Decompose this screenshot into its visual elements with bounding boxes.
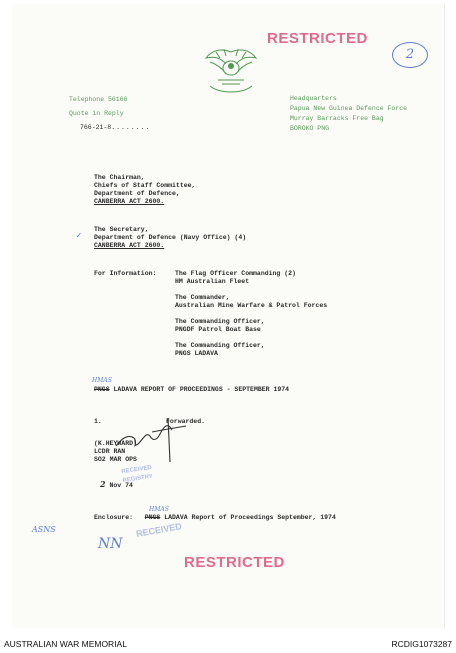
enclosure-label: Enclosure: [94, 514, 134, 521]
reference-number: 766-21-8........ [80, 124, 151, 131]
footer-right: RCDIG1073287 [391, 639, 452, 649]
enclosure-struck: PNGS [144, 514, 161, 521]
pngdf-crest-logo [196, 44, 266, 96]
reference-text: 766-21-8 [80, 124, 112, 131]
hq-line: Headquarters [290, 95, 337, 102]
subject-handwritten-hmas: HMAS [92, 377, 112, 384]
info-block [175, 342, 327, 358]
signatory-line: SO2 MAR OPS [94, 456, 137, 463]
info-block [175, 318, 327, 334]
address-line: Chiefs of Staff Committee, [94, 182, 196, 189]
enclosure-line [94, 514, 336, 522]
info-line: The Commander, [175, 294, 230, 301]
tick-mark: ✓ [76, 231, 82, 241]
info-line: The Flag Officer Commanding (2) [175, 270, 296, 277]
info-block [175, 294, 327, 310]
page-number-mark [392, 42, 428, 68]
info-line: The Commanding Officer, [175, 318, 265, 325]
addressee-secretary [94, 226, 246, 250]
hq-line: BOROKO PNG [290, 125, 330, 132]
stamp-line: REGISTRY [122, 473, 154, 485]
handwritten-initials: NN [98, 536, 123, 552]
info-block [175, 270, 327, 286]
hq-line: Papua New Guinea Defence Force [290, 105, 408, 112]
date-text: Nov 74 [109, 482, 133, 489]
address-line: CANBERRA ACT 2600. [94, 242, 165, 249]
restricted-stamp-bottom: RESTRICTED [184, 554, 285, 571]
subject-text: LADAVA REPORT OF PROCEEDINGS - SEPTEMBER 1974 [113, 386, 290, 393]
enclosure-handwritten-hmas: HMAS [149, 506, 169, 513]
restricted-stamp-top: RESTRICTED [267, 30, 368, 47]
for-information-label: For Information: [94, 270, 157, 277]
margin-note: ASNS [32, 525, 56, 534]
address-line: Department of Defence (Navy Office) (4) [94, 234, 247, 241]
signatory-line: (K.HEYWARD) [94, 440, 137, 447]
hq-line: Murray Barracks Free Bag [290, 115, 384, 122]
info-line: HM Australian Fleet [175, 278, 250, 285]
address-line: CANBERRA ACT 2600. [94, 198, 165, 205]
subject-line [94, 386, 289, 394]
info-recipients [175, 270, 327, 358]
document-page [12, 4, 445, 628]
stamp-line: RECEIVED [121, 464, 153, 476]
address-line: The Secretary, [94, 226, 149, 233]
signatory-block [94, 440, 137, 464]
address-line: Department of Defence, [94, 190, 180, 197]
paragraph-text: Forwarded. [166, 418, 206, 425]
enclosure-text: LADAVA Report of Proceedings September, 1974 [164, 514, 336, 521]
info-line: The Commanding Officer, [175, 342, 265, 349]
quote-in-reply-line: Quote in Reply [69, 110, 124, 117]
date-line: 2 Nov 74 [100, 479, 133, 489]
info-line: PNGDF Patrol Boat Base [175, 326, 261, 333]
paragraph-number: 1. [94, 418, 102, 425]
hq-address [290, 94, 407, 134]
page-number-text: 2 [405, 47, 415, 62]
info-line: Australian Mine Warfare & Patrol Forces [175, 302, 328, 309]
received-stamp-lower: RECEIVED [135, 521, 183, 539]
subject-struck: PNGS [94, 386, 110, 393]
telephone-line: Telephone 56166 [69, 96, 128, 103]
footer-left: AUSTRALIAN WAR MEMORIAL [4, 639, 127, 649]
signatory-line: LCDR RAN [94, 448, 126, 455]
addressee-chairman [94, 174, 195, 206]
info-line: PNGS LADAVA [175, 350, 218, 357]
address-line: The Chairman, [94, 174, 145, 181]
